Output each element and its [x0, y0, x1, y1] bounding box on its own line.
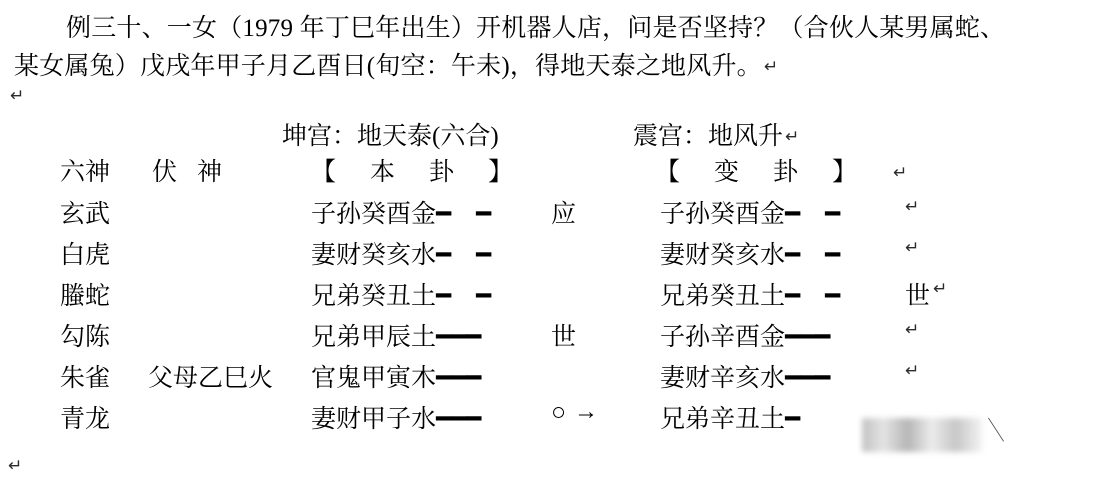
row-bian-line: 子孙癸酉金━ ━ — [660, 201, 841, 228]
table-row — [0, 317, 1120, 358]
paragraph-mark-icon: ↵ — [763, 57, 779, 76]
row-ben-line: 兄弟癸丑土━ ━ — [311, 283, 492, 310]
row-bian-line: 子孙辛酉金━━━ — [660, 324, 831, 351]
row-liushen: 螣蛇 — [60, 283, 111, 310]
blank-line — [0, 86, 1120, 112]
row-liushen: 朱雀 — [60, 365, 111, 392]
row-ben-mark: 应 — [551, 201, 577, 228]
column-header-bianyao — [655, 152, 907, 188]
changed-hexagram-title — [633, 116, 799, 152]
paragraph-mark-icon: ↵ — [905, 320, 920, 339]
column-header-bianyao-label: 【变卦】 — [655, 159, 892, 186]
intro-line-1: 例三十、一女（1979 年丁巳年出生）开机器人店，问是否坚持？（合伙人某男属蛇、 — [66, 15, 1006, 42]
row-ben-line: 妻财癸亥水━ ━ — [311, 242, 492, 269]
row-bian-line: 兄弟辛丑土━ — [660, 406, 801, 433]
row-bian-mark: 世 — [905, 283, 931, 310]
table-row — [0, 194, 1120, 235]
blurred-redaction-overlay — [862, 418, 982, 452]
row-ben-line: 兄弟甲辰土━━━ — [311, 324, 482, 351]
paragraph-mark-icon: ↵ — [933, 279, 948, 298]
blurred-redaction-stroke: ＼ — [982, 415, 1010, 445]
column-header-row — [0, 152, 1120, 192]
row-liushen: 勾陈 — [60, 324, 111, 351]
table-row — [0, 358, 1120, 399]
primary-hexagram-title: 坤宫：地天泰(六合) — [282, 123, 499, 150]
column-header-benyao: 【本卦】 — [311, 159, 548, 186]
row-liushen: 玄武 — [60, 201, 111, 228]
row-liushen: 白虎 — [60, 242, 111, 269]
row-bian-line: 妻财辛亥水━━━ — [660, 365, 831, 392]
paragraph-mark-icon: ↵ — [8, 456, 23, 475]
row-ben-line: 子孙癸酉金━ ━ — [311, 201, 492, 228]
row-liushen: 青龙 — [60, 406, 111, 433]
row-moving-line-circle-icon: ○ — [551, 399, 567, 426]
column-header-liushen: 六神 — [60, 159, 111, 186]
column-header-fushen: 伏神 — [152, 159, 243, 186]
paragraph-mark-icon: ↵ — [905, 197, 920, 216]
paragraph-mark-icon: ↵ — [785, 127, 800, 146]
row-ben-line: 妻财甲子水━━━ — [311, 406, 482, 433]
paragraph-mark-icon: ↵ — [905, 238, 920, 257]
paragraph-mark-icon: ↵ — [10, 86, 25, 105]
paragraph-mark-icon: ↵ — [905, 361, 920, 380]
paragraph-mark-icon: ↵ — [893, 163, 908, 182]
row-ben-line: 官鬼甲寅木━━━ — [311, 365, 482, 392]
table-row — [0, 235, 1120, 276]
table-row — [0, 276, 1120, 317]
row-bian-line: 妻财癸亥水━ ━ — [660, 242, 841, 269]
hexagram-lines-table — [0, 194, 1120, 440]
intro-line-2: 某女属兔）戊戌年甲子月乙酉日(旬空：午未)，得地天泰之地风升。 — [14, 53, 762, 80]
row-bian-line: 兄弟癸丑土━ ━ — [660, 283, 841, 310]
intro-paragraph — [0, 0, 1120, 86]
hexagram-title-row — [0, 116, 1120, 152]
row-fushen: 父母乙巳火 — [148, 365, 274, 392]
row-ben-mark: 世 — [551, 324, 577, 351]
changed-hexagram-label: 震宫：地风升 — [633, 123, 784, 150]
row-change-arrow-icon: → — [574, 399, 598, 425]
